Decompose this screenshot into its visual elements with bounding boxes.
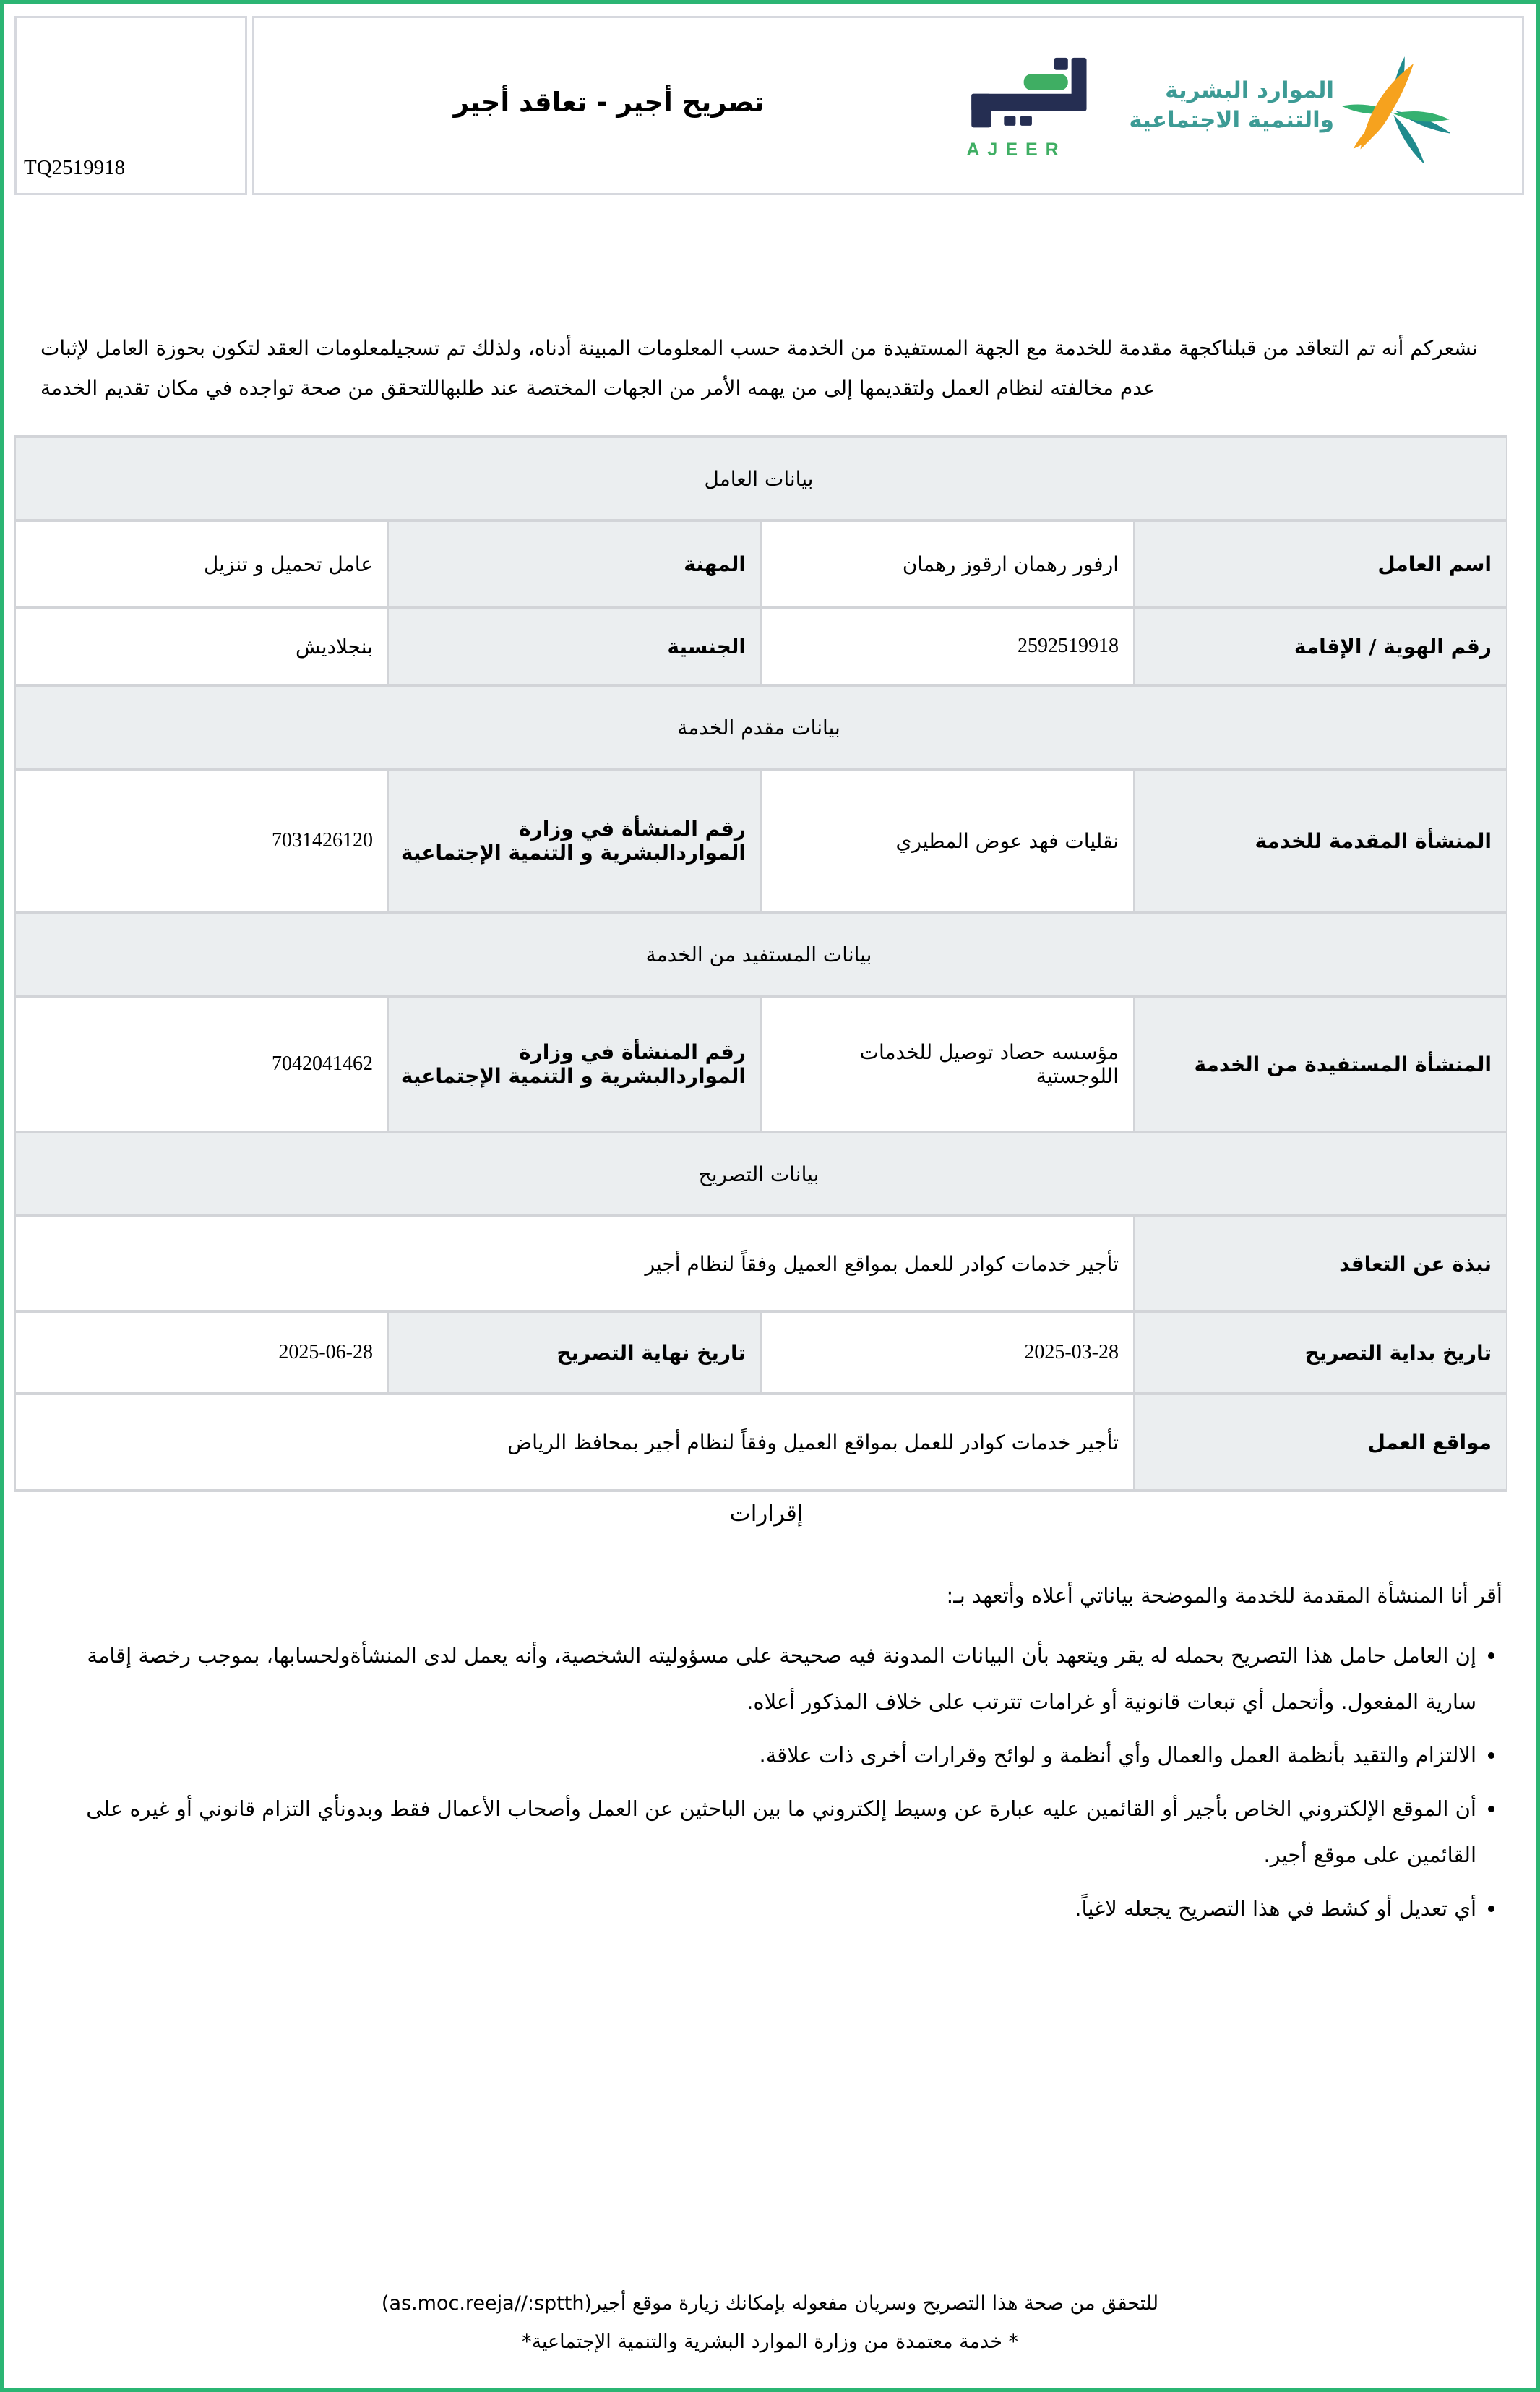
provider-row [15,769,1507,912]
permit-number: TQ2519918 [24,156,126,179]
profession-value: عامل تحميل و تنزيل [15,520,388,607]
profession-label: المهنة [388,520,761,607]
worker-name-label: اسم العامل [1134,520,1507,607]
end-date-label: تاريخ نهاية التصريح [388,1311,761,1394]
provider-number-label: رقم المنشأة في وزارة المواردالبشرية و التنمية الإجتماعية [388,769,761,912]
declarations-intro: أقر أنا المنشأة المقدمة للخدمة والموضحة بياناتي أعلاه وأتعهد بـ: [946,1583,1502,1608]
beneficiary-row [15,996,1507,1132]
verify-note: للتحقق من صحة هذا التصريح وسريان مفعوله بإمكانك زيارة موقع أجير(as.moc.reeja//:sptth) [381,2292,1159,2315]
permit-section-header-row [15,1132,1507,1216]
provider-name-value: نقليات فهد عوض المطيري [761,769,1134,912]
ministry-name [1129,76,1334,135]
nationality-label: الجنسية [388,607,761,685]
work-locations-row [15,1394,1507,1491]
beneficiary-number-value: 7042041462 [15,996,388,1132]
provider-section-header: بيانات مقدم الخدمة [15,685,1507,769]
declarations-title: إقرارات [729,1501,804,1527]
provider-section-header-row [15,685,1507,769]
nationality-value: بنجلاديش [15,607,388,685]
beneficiary-number-label: رقم المنشأة في وزارة المواردالبشرية و التنمية الإجتماعية [388,996,761,1132]
beneficiary-section-header: بيانات المستفيد من الخدمة [15,912,1507,996]
worker-id-row [15,607,1507,685]
accredited-note: * خدمة معتمدة من وزارة الموارد البشرية والتنمية الإجتماعية* [521,2331,1019,2353]
provider-name-label: المنشأة المقدمة للخدمة [1134,769,1507,912]
ministry-name-line2: والتنمية الاجتماعية [1129,107,1334,133]
provider-number-value: 7031426120 [15,769,388,912]
intro-paragraph: نشعركم أنه تم التعاقد من قبلناكجهة مقدمة للخدمة مع الجهة المستفيدة من الخدمة حسب المعلومات المبينة أدناه، ولذلك تم تسجيلمعلومات العقد لتكون بحوزة العامل لإثبات عدم مخالفته لنظام العمل ولتقديمها إلى من يهمه الأمر من الجهات المختصة عند طلبهاللتحقق من صحة تواجده في مكان تقديم الخدمة [40,336,1478,400]
contract-summary-row [15,1216,1507,1311]
beneficiary-section-header-row [15,912,1507,996]
id-number-label: رقم الهوية / الإقامة [1134,607,1507,685]
worker-name-value: ارفور رهمان ارقوز رهمان [761,520,1134,607]
beneficiary-name-value: مؤسسه حصاد توصيل للخدمات اللوجستية [761,996,1134,1132]
permit-table [14,435,1507,1492]
ajeer-latin-label: AJEER [966,140,1067,160]
ministry-name-line1: الموارد البشرية [1165,77,1334,103]
declaration-item: • الالتزام والتقيد بأنظمة العمل والعمال وأي أنظمة و لوائح وقرارات أخرى ذات علاقة. [30,1732,1476,1778]
id-number-value: 2592519918 [761,607,1134,685]
worker-name-row [15,520,1507,607]
end-date-value: 2025-06-28 [15,1311,388,1394]
title-box [252,16,1524,195]
ajeer-wordmark-icon [963,51,1097,138]
document-title: تصريح أجير - تعاقد أجير [453,86,765,118]
contract-summary-label: نبذة عن التعاقد [1134,1216,1507,1311]
ministry-logo [1129,48,1450,163]
start-date-value: 2025-03-28 [761,1311,1134,1394]
worker-section-header: بيانات العامل [15,437,1507,520]
contract-summary-value: تأجير خدمات كوادر للعمل بمواقع العميل وفقاً لنظام أجير [15,1216,1134,1311]
ajeer-logo [963,51,1097,160]
document-footer [4,2276,1536,2353]
work-locations-value: تأجير خدمات كوادر للعمل بمواقع العميل وفقاً لنظام أجير بمحافظ الرياض [15,1394,1134,1491]
declaration-item: • إن العامل حامل هذا التصريح بحمله له يقر ويتعهد بأن البيانات المدونة فيه صحيحة على مسؤوليته الشخصية، وأنه يعمل لدى المنشأةولحسابها، بموجب رخصة إقامة سارية المفعول. وأتحمل أي تبعات قانونية أو غرامات تترتب على خلاف المذكور أعلاه. [30,1632,1476,1725]
declarations-section [30,1501,1502,1932]
document-header [14,16,1524,195]
permit-dates-row [15,1311,1507,1394]
worker-section-header-row [15,437,1507,520]
ministry-emblem-icon [1341,48,1450,163]
declaration-item: • أي تعديل أو كشط في هذا التصريح يجعله لاغياً. [30,1885,1476,1932]
beneficiary-name-label: المنشأة المستفيدة من الخدمة [1134,996,1507,1132]
logo-group [963,48,1522,163]
permit-section-header: بيانات التصريح [15,1132,1507,1216]
permit-number-box [14,16,247,195]
work-locations-label: مواقع العمل [1134,1394,1507,1491]
declaration-item: • أن الموقع الإلكتروني الخاص بأجير أو القائمين عليه عبارة عن وسيط إلكتروني ما بين الباحثين عن العمل وأصحاب الأعمال فقط وبدونأي التزام قانوني أو غيره على القائمين على موقع أجير. [30,1786,1476,1878]
start-date-label: تاريخ بداية التصريح [1134,1311,1507,1394]
declarations-list [30,1632,1502,1932]
